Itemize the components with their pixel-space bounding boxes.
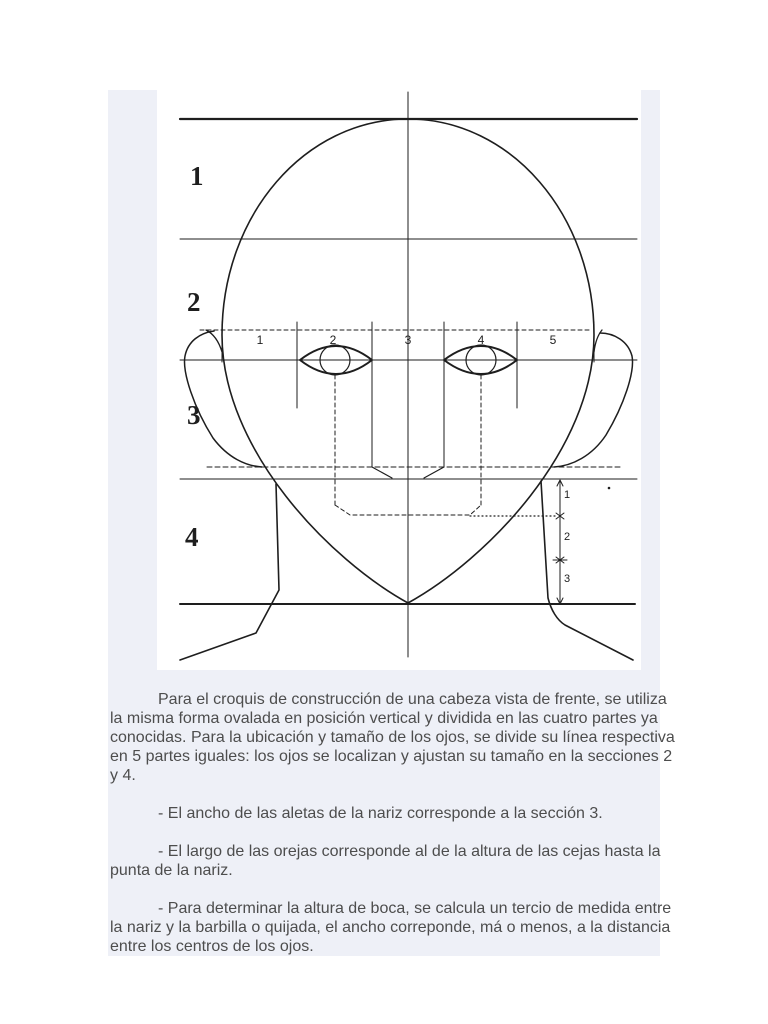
measure-label-3: 3	[564, 573, 571, 585]
text-line: conocidas. Para la ubicación y tamaño de los ojos, se divide su línea respectiva	[110, 729, 675, 746]
section-label-2: 2	[187, 287, 201, 317]
text-line: entre los centros de los ojos.	[110, 938, 314, 955]
section-label-1: 1	[190, 161, 204, 191]
head-diagram-figure	[157, 90, 641, 670]
text-line: y 4.	[110, 767, 136, 784]
section-label-4: 4	[185, 522, 199, 552]
text-line: punta de la nariz.	[110, 862, 233, 879]
measure-label-2: 2	[564, 531, 571, 543]
text-line: la nariz y la barbilla o quijada, el ancho correponde, má o menos, a la distancia	[110, 919, 671, 936]
eye-section-label-2: 2	[329, 333, 337, 347]
eye-section-label-4: 4	[477, 333, 485, 347]
text-line: la misma forma ovalada en posición vertical y dividida en las cuatro partes ya	[110, 710, 658, 727]
text-line: Para el croquis de construcción de una cabeza vista de frente, se utiliza	[158, 691, 667, 708]
head-proportion-diagram	[157, 90, 641, 670]
nose-left-wing	[372, 467, 392, 478]
paragraph-ear-length	[110, 842, 662, 880]
text-line: - El largo de las orejas corresponde al de la altura de las cejas hasta la	[158, 843, 661, 860]
nose-right-wing	[424, 467, 444, 478]
paragraph-nose-width	[110, 804, 662, 823]
eye-section-label-3: 3	[404, 333, 412, 347]
left-neck-shoulder	[180, 484, 279, 660]
text-line: en 5 partes iguales: los ojos se localizan y ajustan su tamaño en la secciones 2	[110, 748, 673, 765]
small-dot	[608, 487, 611, 490]
right-neck-shoulder	[541, 481, 633, 660]
body-text	[110, 690, 675, 956]
left-ear-inner	[206, 330, 222, 352]
paragraph-mouth-height	[110, 899, 672, 956]
eye-section-label-1: 1	[256, 333, 264, 347]
text-line: - Para determinar la altura de boca, se calcula un tercio de medida entre	[158, 900, 672, 917]
text-line: - El ancho de las aletas de la nariz corresponde a la sección 3.	[158, 805, 603, 822]
measure-label-1: 1	[564, 489, 571, 501]
paragraph-head-construction	[110, 690, 675, 785]
eye-section-label-5: 5	[549, 333, 557, 347]
section-label-3: 3	[187, 400, 201, 430]
